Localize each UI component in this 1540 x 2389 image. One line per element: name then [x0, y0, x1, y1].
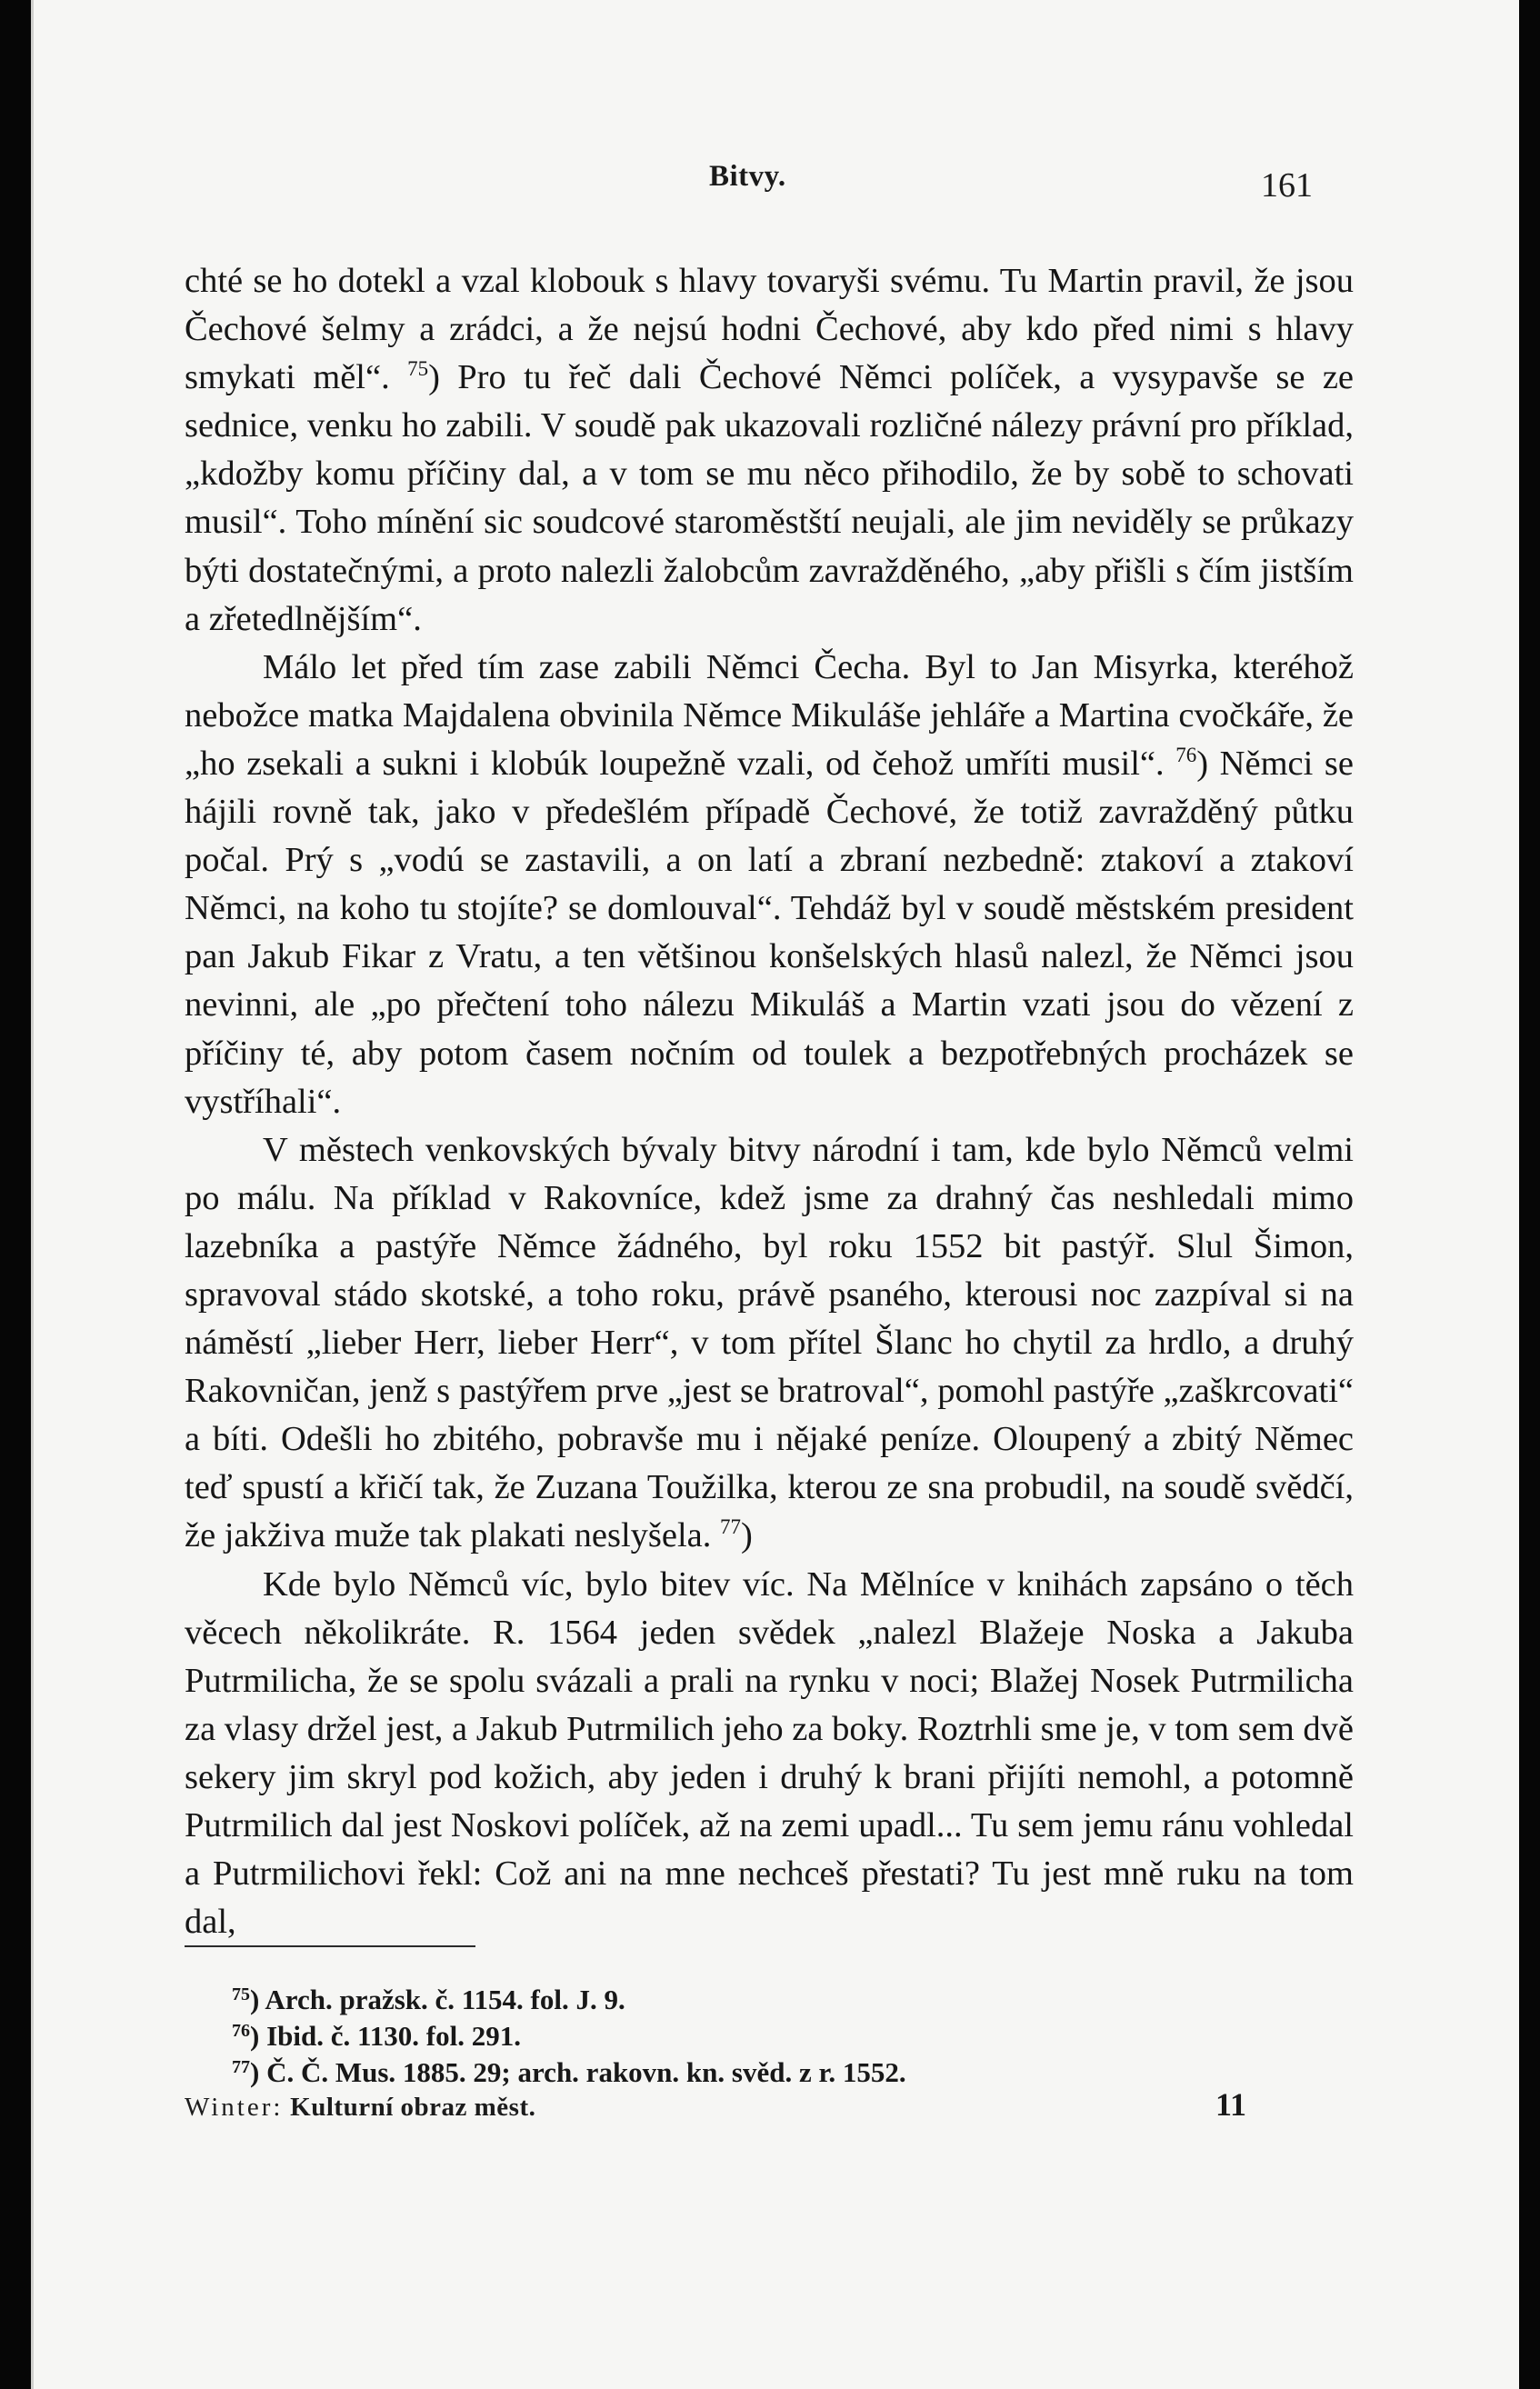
paragraph-text: chté se ho dotekl a vzal klobouk s hlavy tovaryši svému. Tu Martin pravil, že jsou Čechové šelmy a zrádci, a že nejsú hodni Čechové, aby kdo před nimi s hlavy smykati měl“. — [185, 262, 1354, 397]
footnote-marker: 75 — [232, 1984, 250, 2004]
signature-title: Kulturní obraz měst. — [290, 2093, 536, 2122]
body-text — [185, 257, 1354, 1946]
paragraph-text: V městech venkovských bývaly bitvy národní i tam, kde bylo Němců velmi po málu. Na příklad v Rakovníce, kdež jsme za drahný čas neshledali mimo lazebníka a pastýře Němce žádného, byl roku 1552 bit pastýř. Slul Šimon, spravoval stádo skotské, a toho roku, právě psaného, kterousi noc zazpíval si na náměstí „lieber Herr, lieber Herr“, v tom přítel Šlanc ho chytil za hrdlo, a druhý Rakovničan, jenž s pastýřem prve „jest se bratroval“, pomohl pastýře „zaškrcovati“ a bíti. Odešli ho zbitého, pobravše mu i nějaké peníze. Oloupený a zbitý Němec teď spustí a křičí tak, že Zuzana Toužilka, kterou ze sna probudil, na soudě svědčí, že jakživa muže tak plakati neslyšela. — [185, 1130, 1354, 1555]
running-head: Bitvy. — [709, 160, 786, 193]
footnote-reference: 75 — [407, 357, 429, 381]
paragraph-text: ) Němci se hájili rovně tak, jako v předešlém případě Čechové, že totiž zavražděný půtku počal. Prý s „vodú se zastavili, a on latí a zbraní nezbedně: ztakoví a ztakoví Němci, na koho tu stojíte? se domlouval“. Tehdáž byl v soudě městském president pan Jakub Fikar z Vratu, a ten většinou konšelských hlasů nalezl, že Němci jsou nevinni, ale „po přečtení toho nálezu Mikuláš a Martin vzati jsou do vězení z příčiny té, aby potom časem nočním od toulek a bezpotřebných procházek se vystříhali“. — [185, 744, 1355, 1121]
footnotes — [232, 1982, 1186, 2091]
paragraph-text: ) — [741, 1516, 753, 1555]
footnote-text: ) Ibid. č. 1130. fol. 291. — [250, 2020, 521, 2052]
paragraph — [185, 1126, 1354, 1561]
paragraph-text: Kde bylo Němců víc, bylo bitev víc. Na Mělníce v knihách zapsáno o těch věcech několikráte. R. 1564 jeden svědek „nalezl Blažeje Noska a Jakuba Putrmilicha, že se spolu svázali a prali na rynku v noci; Blažej Nosek Putrmilicha za vlasy držel jest, a Jakub Putrmilich jeho za boky. Roztrhli sme je, v tom sem dvě sekery jim skryl pod kožich, aby jeden i druhý k brani přijíti nemohl, a potomně Putrmilich dal jest Noskovi políček, až na zemi upadl... Tu sem jemu ránu vohledal a Putrmilichovi řekl: Což ani na mne nechceš přestati? Tu jest mně ruku na tom dal, — [185, 1564, 1354, 1942]
paragraph — [185, 644, 1354, 1126]
footnote-marker: 77 — [232, 2057, 250, 2077]
footnote-rule — [185, 1945, 475, 1947]
printer-signature — [185, 2093, 535, 2123]
signature-author: Winter: — [185, 2093, 284, 2122]
sheet-number: 11 — [1215, 2086, 1247, 2123]
footnote — [232, 1982, 1186, 2018]
paragraph — [185, 1561, 1354, 1947]
paragraph-text: ) Pro tu řeč dali Čechové Němci políček, a vysypavše se ze sednice, venku ho zabili. V soudě pak ukazovali rozličné nálezy právní pro příklad, „kdožby komu příčiny dal, a v tom se mu něco přihodilo, že by sobě to schovati musil“. Toho mínění sic soudcové staroměstští neujali, ale jim neviděly se průkazy býti dostatečnými, a proto nalezli žalobcům zavražděného, „aby přišli s čím jistším a zřetedlnějším“. — [185, 358, 1354, 638]
footnote-text: ) Č. Č. Mus. 1885. 29; arch. rakovn. kn. svěd. z r. 1552. — [250, 2056, 906, 2088]
footnote-reference: 76 — [1175, 743, 1197, 766]
paragraph-text: Málo let před tím zase zabili Němci Čecha. Byl to Jan Misyrka, kteréhož nebožce matka Majdalena obvinila Němce Mikuláše jehláře a Martina cvočkáře, že „ho zsekali a sukni i klobúk loupežně vzali, od čehož umříti musil“. — [185, 647, 1354, 783]
footnote — [232, 2054, 1186, 2091]
page-number: 161 — [1261, 166, 1313, 205]
book-page — [31, 0, 1519, 2389]
footnote-reference: 77 — [720, 1515, 742, 1539]
page-header — [34, 156, 1519, 211]
paragraph — [185, 257, 1354, 644]
footnote-text: ) Arch. pražsk. č. 1154. fol. J. 9. — [250, 1984, 625, 2015]
footnote — [232, 2018, 1186, 2054]
footnote-marker: 76 — [232, 2021, 250, 2041]
